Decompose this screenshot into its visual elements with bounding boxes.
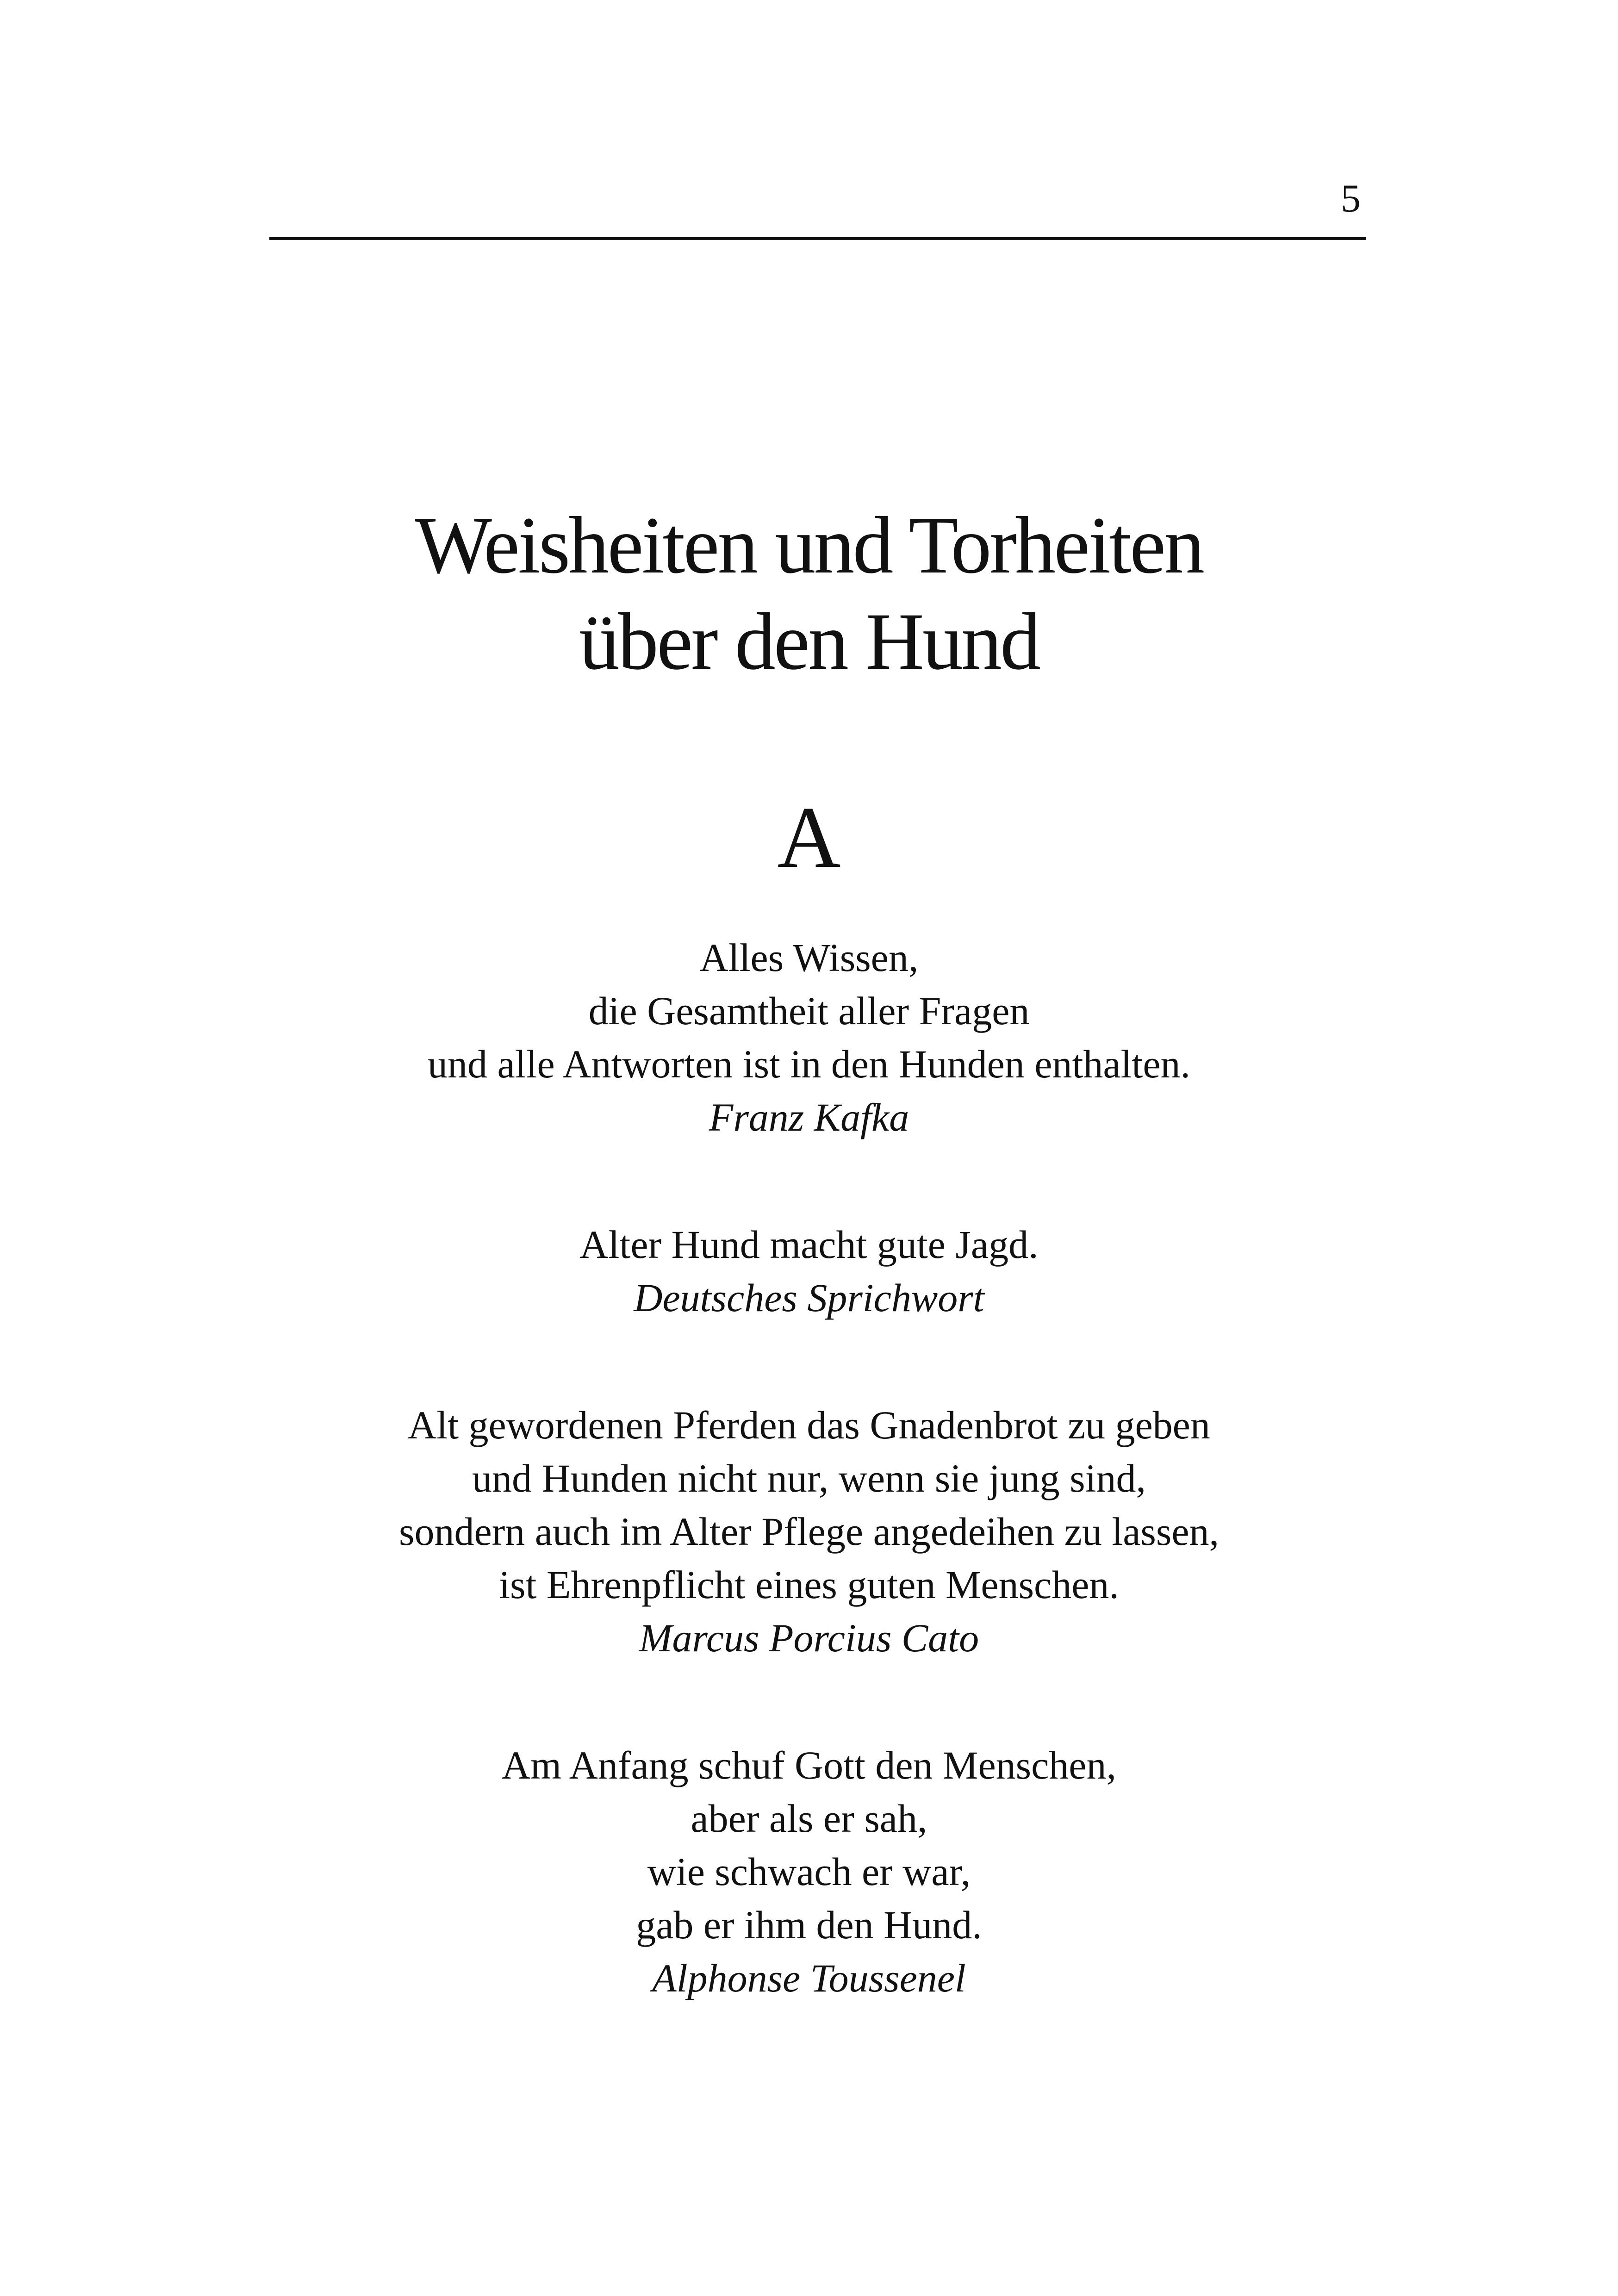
title-line: über den Hund (579, 597, 1039, 687)
quote-line: und Hunden nicht nur, wenn sie jung sind, (472, 1456, 1146, 1500)
quote-author: Franz Kafka (709, 1095, 909, 1139)
quote-author: Alphonse Toussenel (652, 1956, 966, 2000)
quote-line: aber als er sah, (691, 1796, 927, 1841)
quote-line: Alles Wissen, (699, 935, 919, 980)
quote-block (0, 1218, 1618, 1325)
quote-line: die Gesamtheit aller Fragen (588, 989, 1030, 1033)
section-letter: A (777, 789, 841, 886)
quote-line: Alt gewordenen Pferden das Gnadenbrot zu geben (408, 1403, 1210, 1447)
quote-line: und alle Antworten ist in den Hunden enthalten. (428, 1042, 1190, 1086)
quote-list (0, 931, 1618, 2079)
quote-line: Am Anfang schuf Gott den Menschen, (502, 1743, 1116, 1787)
quote-line: sondern auch im Alter Pflege angedeihen zu lassen, (399, 1509, 1219, 1554)
quote-line: ist Ehrenpflicht eines guten Menschen. (499, 1562, 1119, 1607)
quote-block (0, 931, 1618, 1144)
page-number: 5 (1341, 176, 1361, 220)
quote-line: gab er ihm den Hund. (636, 1903, 982, 1947)
quote-line: wie schwach er war, (647, 1849, 971, 1894)
quote-block (0, 1739, 1618, 2005)
quote-block (0, 1399, 1618, 1665)
quote-author: Marcus Porcius Cato (639, 1616, 979, 1660)
title-line: Weisheiten und Torheiten (415, 500, 1203, 591)
header-rule (269, 237, 1366, 240)
quote-line: Alter Hund macht gute Jagd. (579, 1222, 1039, 1267)
page-title (0, 498, 1618, 690)
quote-author: Deutsches Sprichwort (634, 1276, 984, 1320)
